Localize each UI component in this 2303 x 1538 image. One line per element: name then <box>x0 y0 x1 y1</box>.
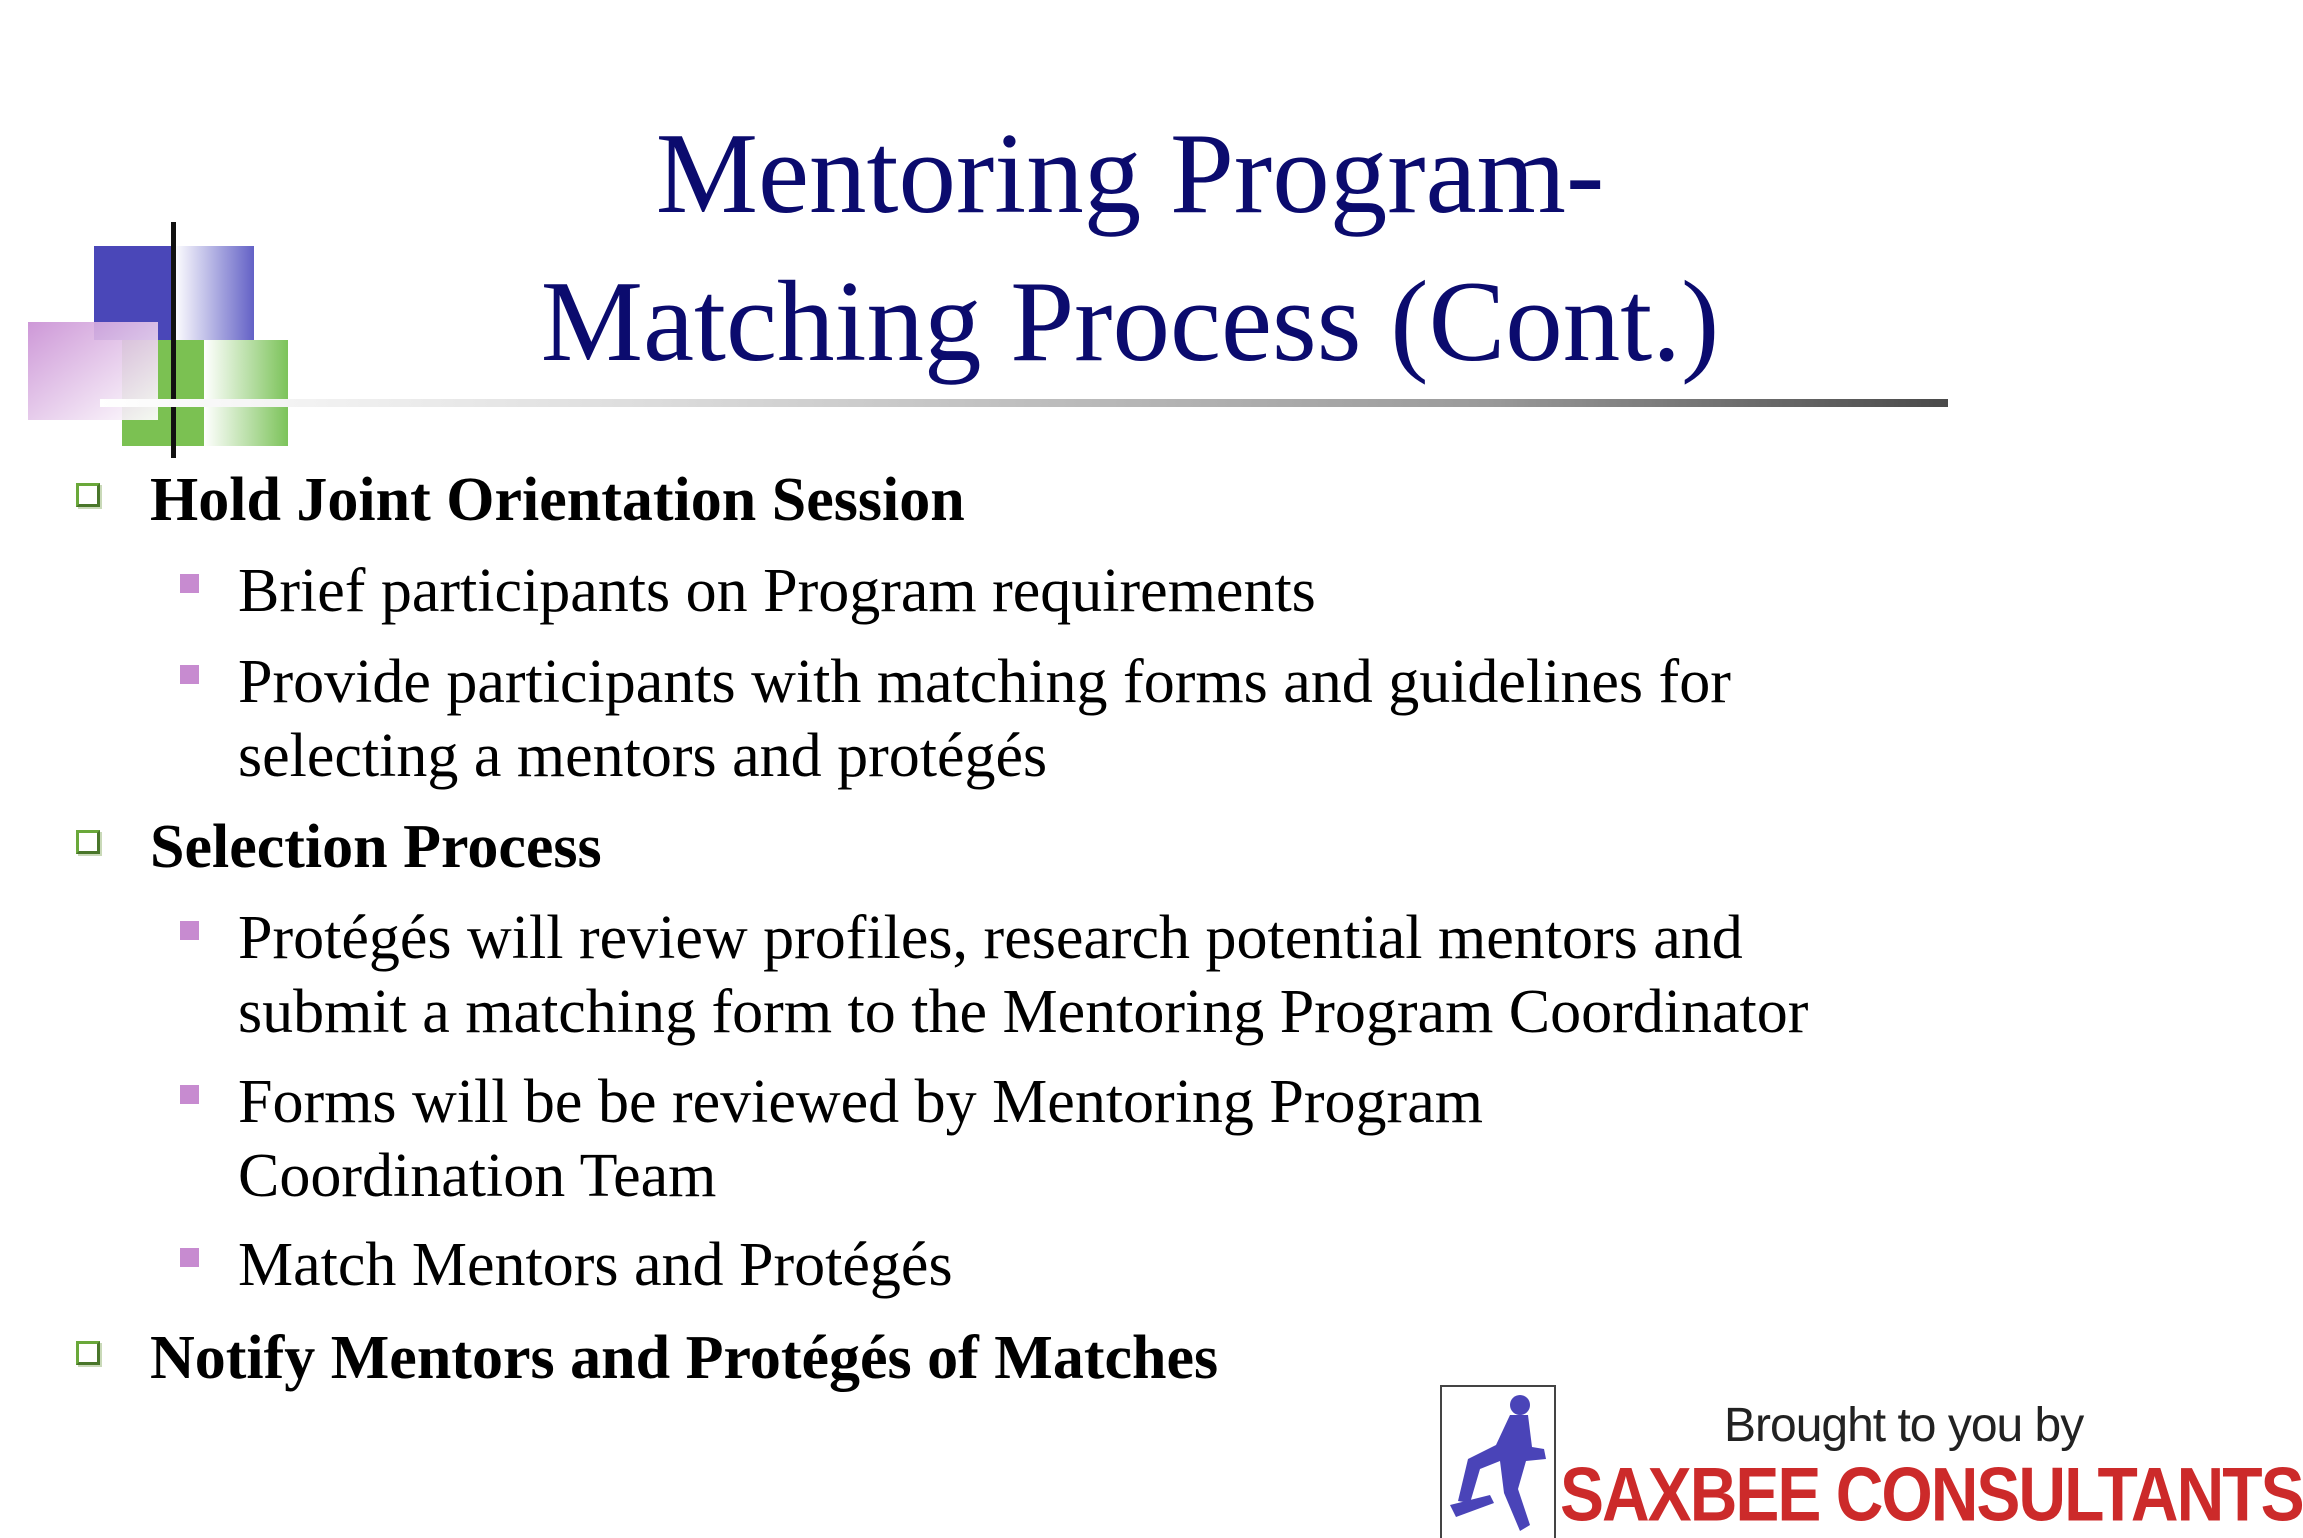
logo-company-name: SAXBEE CONSULTANTS <box>1560 1451 2303 1537</box>
pink-square-icon <box>180 921 199 940</box>
section-heading-notify: Notify Mentors and Protégés of Matches <box>150 1324 1219 1392</box>
list-item-line: Forms will be be reviewed by Mentoring Program <box>238 1068 1483 1136</box>
pink-square-icon <box>180 574 199 593</box>
list-item-line: Coordination Team <box>238 1142 717 1210</box>
pink-square-icon <box>180 1248 199 1267</box>
title-line-1: Mentoring Program- <box>655 110 1605 237</box>
list-item <box>238 1065 2028 1213</box>
title-line-2: Matching Process (Cont.) <box>540 258 1720 385</box>
list-item-line: submit a matching form to the Mentoring Program Coordinator <box>238 978 1809 1046</box>
list-item-line: Match Mentors and Protégés <box>238 1231 953 1299</box>
list-item-line: selecting a mentors and protégés <box>238 722 1048 790</box>
list-item-line: Protégés will review profiles, research potential mentors and <box>238 904 1743 972</box>
square-outline-icon <box>76 830 100 854</box>
section-heading-orientation: Hold Joint Orientation Session <box>150 466 965 534</box>
section-heading-selection: Selection Process <box>150 813 602 881</box>
square-outline-icon <box>76 1341 100 1365</box>
list-item-line: Brief participants on Program requirements <box>238 557 1316 625</box>
list-item <box>238 901 2028 1049</box>
pink-square-icon <box>180 665 199 684</box>
list-item <box>238 1228 2028 1302</box>
pink-square-icon <box>180 1085 199 1104</box>
list-item <box>238 645 2028 793</box>
logo-tagline: Brought to you by <box>1724 1399 2084 1452</box>
square-outline-icon <box>76 483 100 507</box>
list-item-line: Provide participants with matching forms and guidelines for <box>238 648 1731 716</box>
list-item <box>238 554 2028 628</box>
